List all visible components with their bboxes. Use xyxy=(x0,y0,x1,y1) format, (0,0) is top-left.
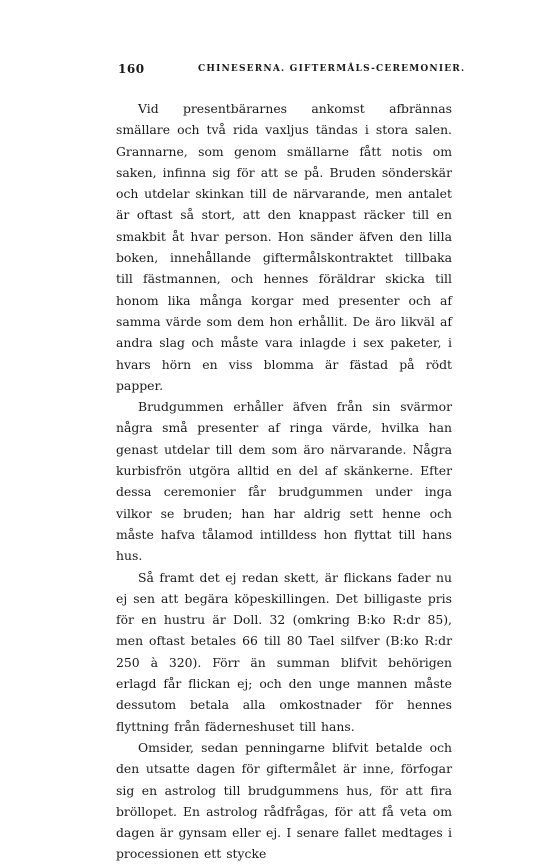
body-text xyxy=(116,98,452,865)
paragraph: Omsider, sedan penningarne blifvit betalde och den utsatte dagen för giftermålet är inne, förfogar sig en astrolog till brudgummens hus, för att fira bröllopet. En astrolog rådfrågas, för att få veta om dagen är gynsam eller ej. I senare fallet medtages i processionen ett stycke xyxy=(116,739,452,862)
page-number: 160 xyxy=(118,62,145,76)
paragraph: Vid presentbärarnes ankomst afbrännas smällare och två rida vaxljus tändas i stora salen. Grannarne, som genom smällarne fått notis om saken, infinna sig för att se på. Bruden sönderskär och utdelar skinkan till de närvarande, men antalet är oftast så stort, att den knappast räcker till en smakbit åt hvar person. Hon sänder äfven den lilla boken, innehållande giftermålskontraktet tillbaka till fästmannen, och hennes föräldrar skicka till honom lika många korgar med presenter och af samma värde som dem hon erhållit. De äro likväl af andra slag och måste vara inlagde i sex paketer, i hvars hörn en viss blomma är fästad på rödt papper. xyxy=(116,101,452,393)
running-head: CHINESERNA. GIFTERMÅLS-CEREMONIER. xyxy=(198,64,466,74)
page-header xyxy=(0,62,560,82)
paragraph: Brudgummen erhåller äfven från sin svärmor några små presenter af ringa värde, hvilka han genast utdelar till dem som äro närvarande. Några kurbisfrön utgöra alltid en del af skänkerne. Efter dessa ceremonier får brudgummen under inga vilkor se bruden; han har aldrig sett henne och måste hafva tålamod intilldess hon flyttat till hans hus. xyxy=(116,399,452,564)
paragraph: Så framt det ej redan skett, är flickans fader nu ej sen att begära köpeskillingen. Det billigaste pris för en hustru är Doll. 32 (omkring B:ko R:dr 85), men oftast betales 66 till 80 Tael silfver (B:ko R:dr 250 à 320). Förr än summan blifvit behörigen erlagd får flickan ej; och den unge mannen måste dessutom betala alla omkostnader för hennes flyttning från fäderneshuset till hans. xyxy=(116,569,452,734)
